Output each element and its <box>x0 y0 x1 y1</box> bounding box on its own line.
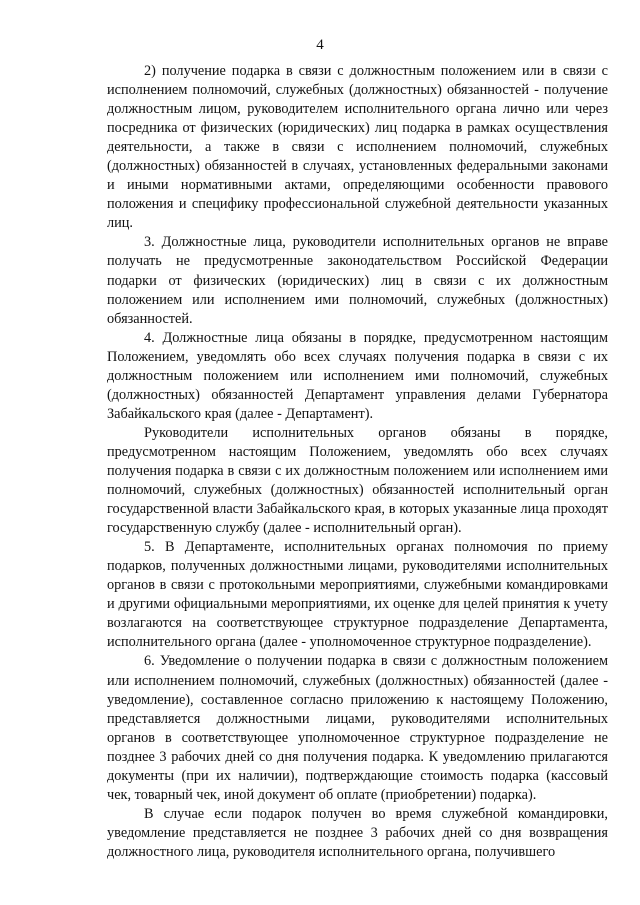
paragraph-executives-notification: Руководители исполнительных органов обязаны в порядке, предусмотренном настоящим Положением, уведомлять обо всех случаях получения подарка в связи с их должностным положением или исполнением ими полномочий, служебных (должностных) обязанностей исполнительный орган государственной власти Забайкальского края, в которых указанные лица проходят государственную службу (далее - исполнительный орган). <box>107 424 608 537</box>
page-number: 4 <box>316 37 324 53</box>
document-body <box>107 62 608 862</box>
paragraph-item-6: 6. Уведомление о получении подарка в связи с должностным положением или исполнением полномочий, служебных (должностных) обязанностей (далее - уведомление), составленное согласно приложению к настоящему Положению, представляется должностными лицами, руководителями исполнительных органов в соответствующее уполномоченное структурное подразделение не позднее 3 рабочих дней со дня получения подарка. К уведомлению прилагаются документы (при их наличии), подтверждающие стоимость подарка (кассовый чек, товарный чек, иной документ об оплате (приобретении) подарка). <box>107 653 608 803</box>
paragraph-item-5: 5. В Департаменте, исполнительных органах полномочия по приему подарков, полученных должностными лицами, руководителями исполнительных органов в связи с протокольными мероприятиями, служебными командировками и другими официальными мероприятиями, их оценке для целей принятия к учету возлагаются на соответствующее структурное подразделение Департамента, исполнительного органа (далее - уполномоченное структурное подразделение). <box>107 539 608 651</box>
paragraph-business-trip: В случае если подарок получен во время служебной командировки, уведомление представляется не позднее 3 рабочих дней со дня возвращения должностного лица, руководителя исполнительного органа, получившего <box>107 805 608 860</box>
paragraph-item-4: 4. Должностные лица обязаны в порядке, предусмотренном настоящим Положением, уведомлять обо всех случаях получения подарка в связи с их должностным положением или исполнением ими полномочий, служебных (должностных) обязанностей Департамент управления делами Губернатора Забайкальского края (далее - Департамент). <box>107 329 608 422</box>
paragraph-item-3: 3. Должностные лица, руководители исполнительных органов не вправе получать не предусмотренные законодательством Российской Федерации подарки от физических (юридических) лиц в связи с их должностным положением или исполнением ими полномочий, служебных (должностных) обязанностей. <box>107 234 608 327</box>
paragraph-item-2: 2) получение подарка в связи с должностным положением или в связи с исполнением полномочий, служебных (должностных) обязанностей - получение должностным лицом, руководителем исполнительного органа лично или через посредника от физических (юридических) лиц подарка в рамках осуществления деятельности, а также в связи с исполнением полномочий, служебных (должностных) обязанностей в случаях, установленных федеральными законами и иными нормативными актами, определяющими особенности правового положения и специфику профессиональной служебной деятельности указанных лиц. <box>107 63 608 232</box>
